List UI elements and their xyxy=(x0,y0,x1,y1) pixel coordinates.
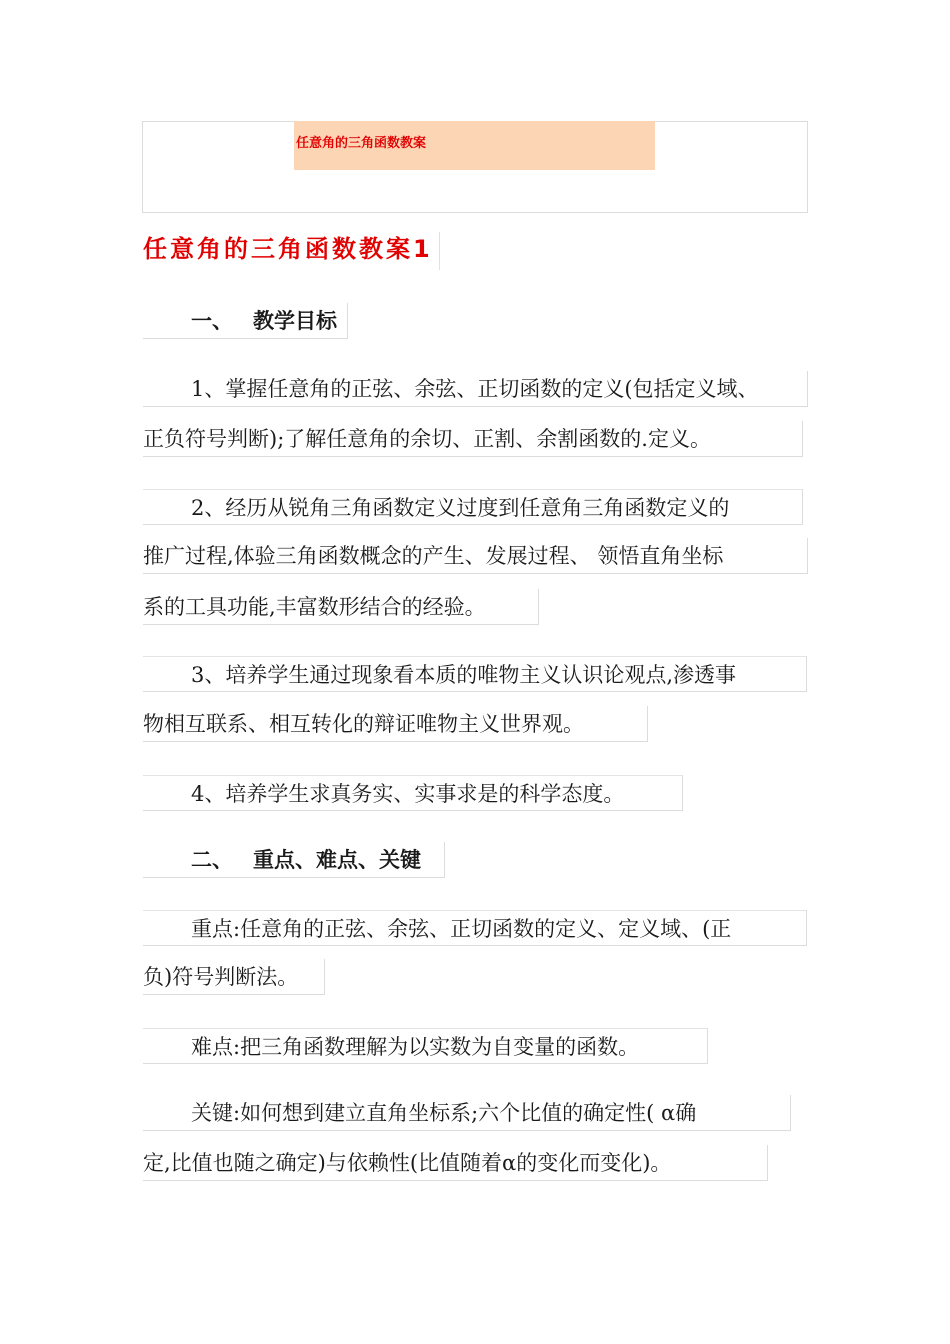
section-heading-objectives xyxy=(143,303,348,339)
objective-3-line-1: 3、培养学生通过现象看本质的唯物主义认识论观点,渗透事 xyxy=(143,656,807,692)
header-title: 任意角的三角函数教案 xyxy=(296,136,427,151)
section-heading-key-points xyxy=(143,842,445,878)
key-point-line-1: 重点:任意角的正弦、余弦、正切函数的定义、定义域、(正 xyxy=(143,910,807,946)
section-number: 二、 xyxy=(191,848,233,872)
section-title: 重点、难点、关键 xyxy=(253,848,421,872)
objective-2-line-1: 2、经历从锐角三角函数定义过度到任意角三角函数定义的 xyxy=(143,489,803,525)
objective-1-line-1: 1、掌握任意角的正弦、余弦、正切函数的定义(包括定义域、 xyxy=(143,371,808,407)
objective-3-line-2: 物相互联系、相互转化的辩证唯物主义世界观。 xyxy=(143,706,648,742)
document-title: 任意角的三角函数教案1 xyxy=(143,232,440,270)
objective-4-line-1: 4、培养学生求真务实、实事求是的科学态度。 xyxy=(143,775,683,811)
objective-2-line-2: 推广过程,体验三角函数概念的产生、发展过程、 领悟直角坐标 xyxy=(143,538,808,574)
section-title: 教学目标 xyxy=(253,309,337,333)
objective-2-line-3: 系的工具功能,丰富数形结合的经验。 xyxy=(143,589,539,625)
objective-1-line-2: 正负符号判断);了解任意角的余切、正割、余割函数的.定义。 xyxy=(143,421,803,457)
crux-line-1: 关键:如何想到建立直角坐标系;六个比值的确定性( α确 xyxy=(143,1095,791,1131)
crux-line-2: 定,比值也随之确定)与依赖性(比值随着α的变化而变化)。 xyxy=(143,1145,768,1181)
section-number: 一、 xyxy=(191,309,233,333)
difficulty-line-1: 难点:把三角函数理解为以实数为自变量的函数。 xyxy=(143,1028,708,1064)
key-point-line-2: 负)符号判断法。 xyxy=(143,959,325,995)
